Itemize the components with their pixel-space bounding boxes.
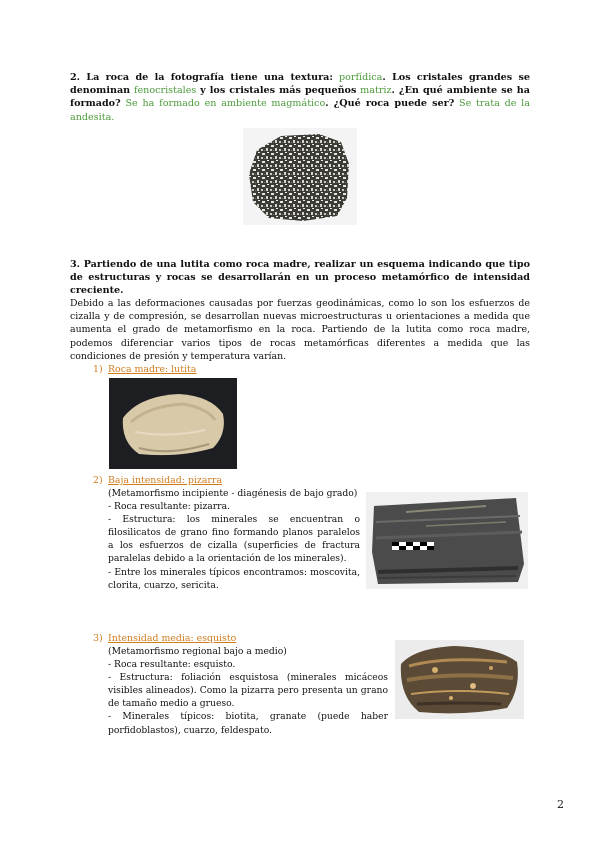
item-3-label[interactable]: Intensidad media: esquisto <box>108 633 237 644</box>
q2-answer-texture: porfídica <box>338 72 383 83</box>
q2-text-3: y los cristales más pequeños <box>200 85 357 97</box>
item-2-line: - Estructura: los minerales se encuentran o filosilicatos de grano fino formando planos paralelos a los esfuerzos de cizalla (superficies de fractura paralelas debido a la orientación de los minerales). <box>108 514 360 565</box>
q2-text-2: . Los cristales grandes se denominan <box>70 72 530 97</box>
schist-photo <box>395 640 524 719</box>
question-3-intro: Debido a las deformaciones causadas por fuerzas geodinámicas, como lo son los esfuerzos de cizalla y de compresión, se desarrollan nuevas microestructuras u orientaciones a medida que aumenta el grado de metamorfismo en la roca. Partiendo de la lutita como roca madre, podemos diferenciar varios tipos de rocas metamórficas diferentes a medida que las condiciones de presión y temperatura varían. <box>70 298 530 362</box>
q2-answer-matrix: matriz <box>360 85 392 97</box>
lutite-photo <box>109 378 237 469</box>
item-3-line: - Roca resultante: esquisto. <box>108 659 236 671</box>
q2-text-5: . ¿Qué roca puede ser? <box>325 98 455 110</box>
item-2-line: - Roca resultante: pizarra. <box>108 501 230 513</box>
page-number: 2 <box>557 798 564 811</box>
item-3-number: 3) <box>93 633 103 644</box>
q2-text-1: 2. La roca de la fotografía tiene una textura: <box>70 72 333 83</box>
question-3-heading: 3. Partiendo de una lutita como roca madre, realizar un esquema indicando que tipo de estructuras y rocas se desarrollarán en un proceso metamórfico de intensidad creciente. <box>70 259 530 297</box>
q2-text-4: . ¿En qué ambiente se ha formado? <box>70 85 530 110</box>
q2-answer-phenocrysts: fenocristales <box>133 85 197 97</box>
item-1-label[interactable]: Roca madre: lutita <box>108 364 197 375</box>
item-2-line: - Entre los minerales típicos encontramos: moscovita, clorita, cuarzo, sericita. <box>108 566 360 591</box>
slate-photo <box>366 492 528 589</box>
question-2: 2. La roca de la fotografía tiene una textura: porfídica. Los cristales grandes se denominan fenocristales y los cristales más pequeños matriz. ¿En qué ambiente se ha formado? Se ha formado en ambiente magmático. ¿Qué roca puede ser? Se trata de la andesita. <box>70 72 530 123</box>
item-2-line: (Metamorfismo incipiente - diagénesis de bajo grado) <box>108 488 358 499</box>
item-3-line: - Minerales típicos: biotita, granate (puede haber porfidoblastos), cuarzo, feldespato. <box>108 711 388 736</box>
item-3-line: (Metamorfismo regional bajo a medio) <box>108 646 287 657</box>
item-3-line: - Estructura: foliación esquistosa (minerales micáceos visibles alineados). Como la pizarra pero presenta un grano de tamaño medio a grueso. <box>108 672 388 710</box>
item-2-description <box>108 487 360 592</box>
q2-answer-rock: Se trata de la andesita <box>70 98 530 123</box>
andesite-photo <box>243 128 357 225</box>
item-1-number: 1) <box>93 364 103 375</box>
item-2-number: 2) <box>93 475 103 486</box>
item-3-description <box>108 645 388 737</box>
item-2-label[interactable]: Baja intensidad: pizarra <box>108 475 222 486</box>
q2-answer-environment: Se ha formado en ambiente magmático <box>125 98 326 110</box>
